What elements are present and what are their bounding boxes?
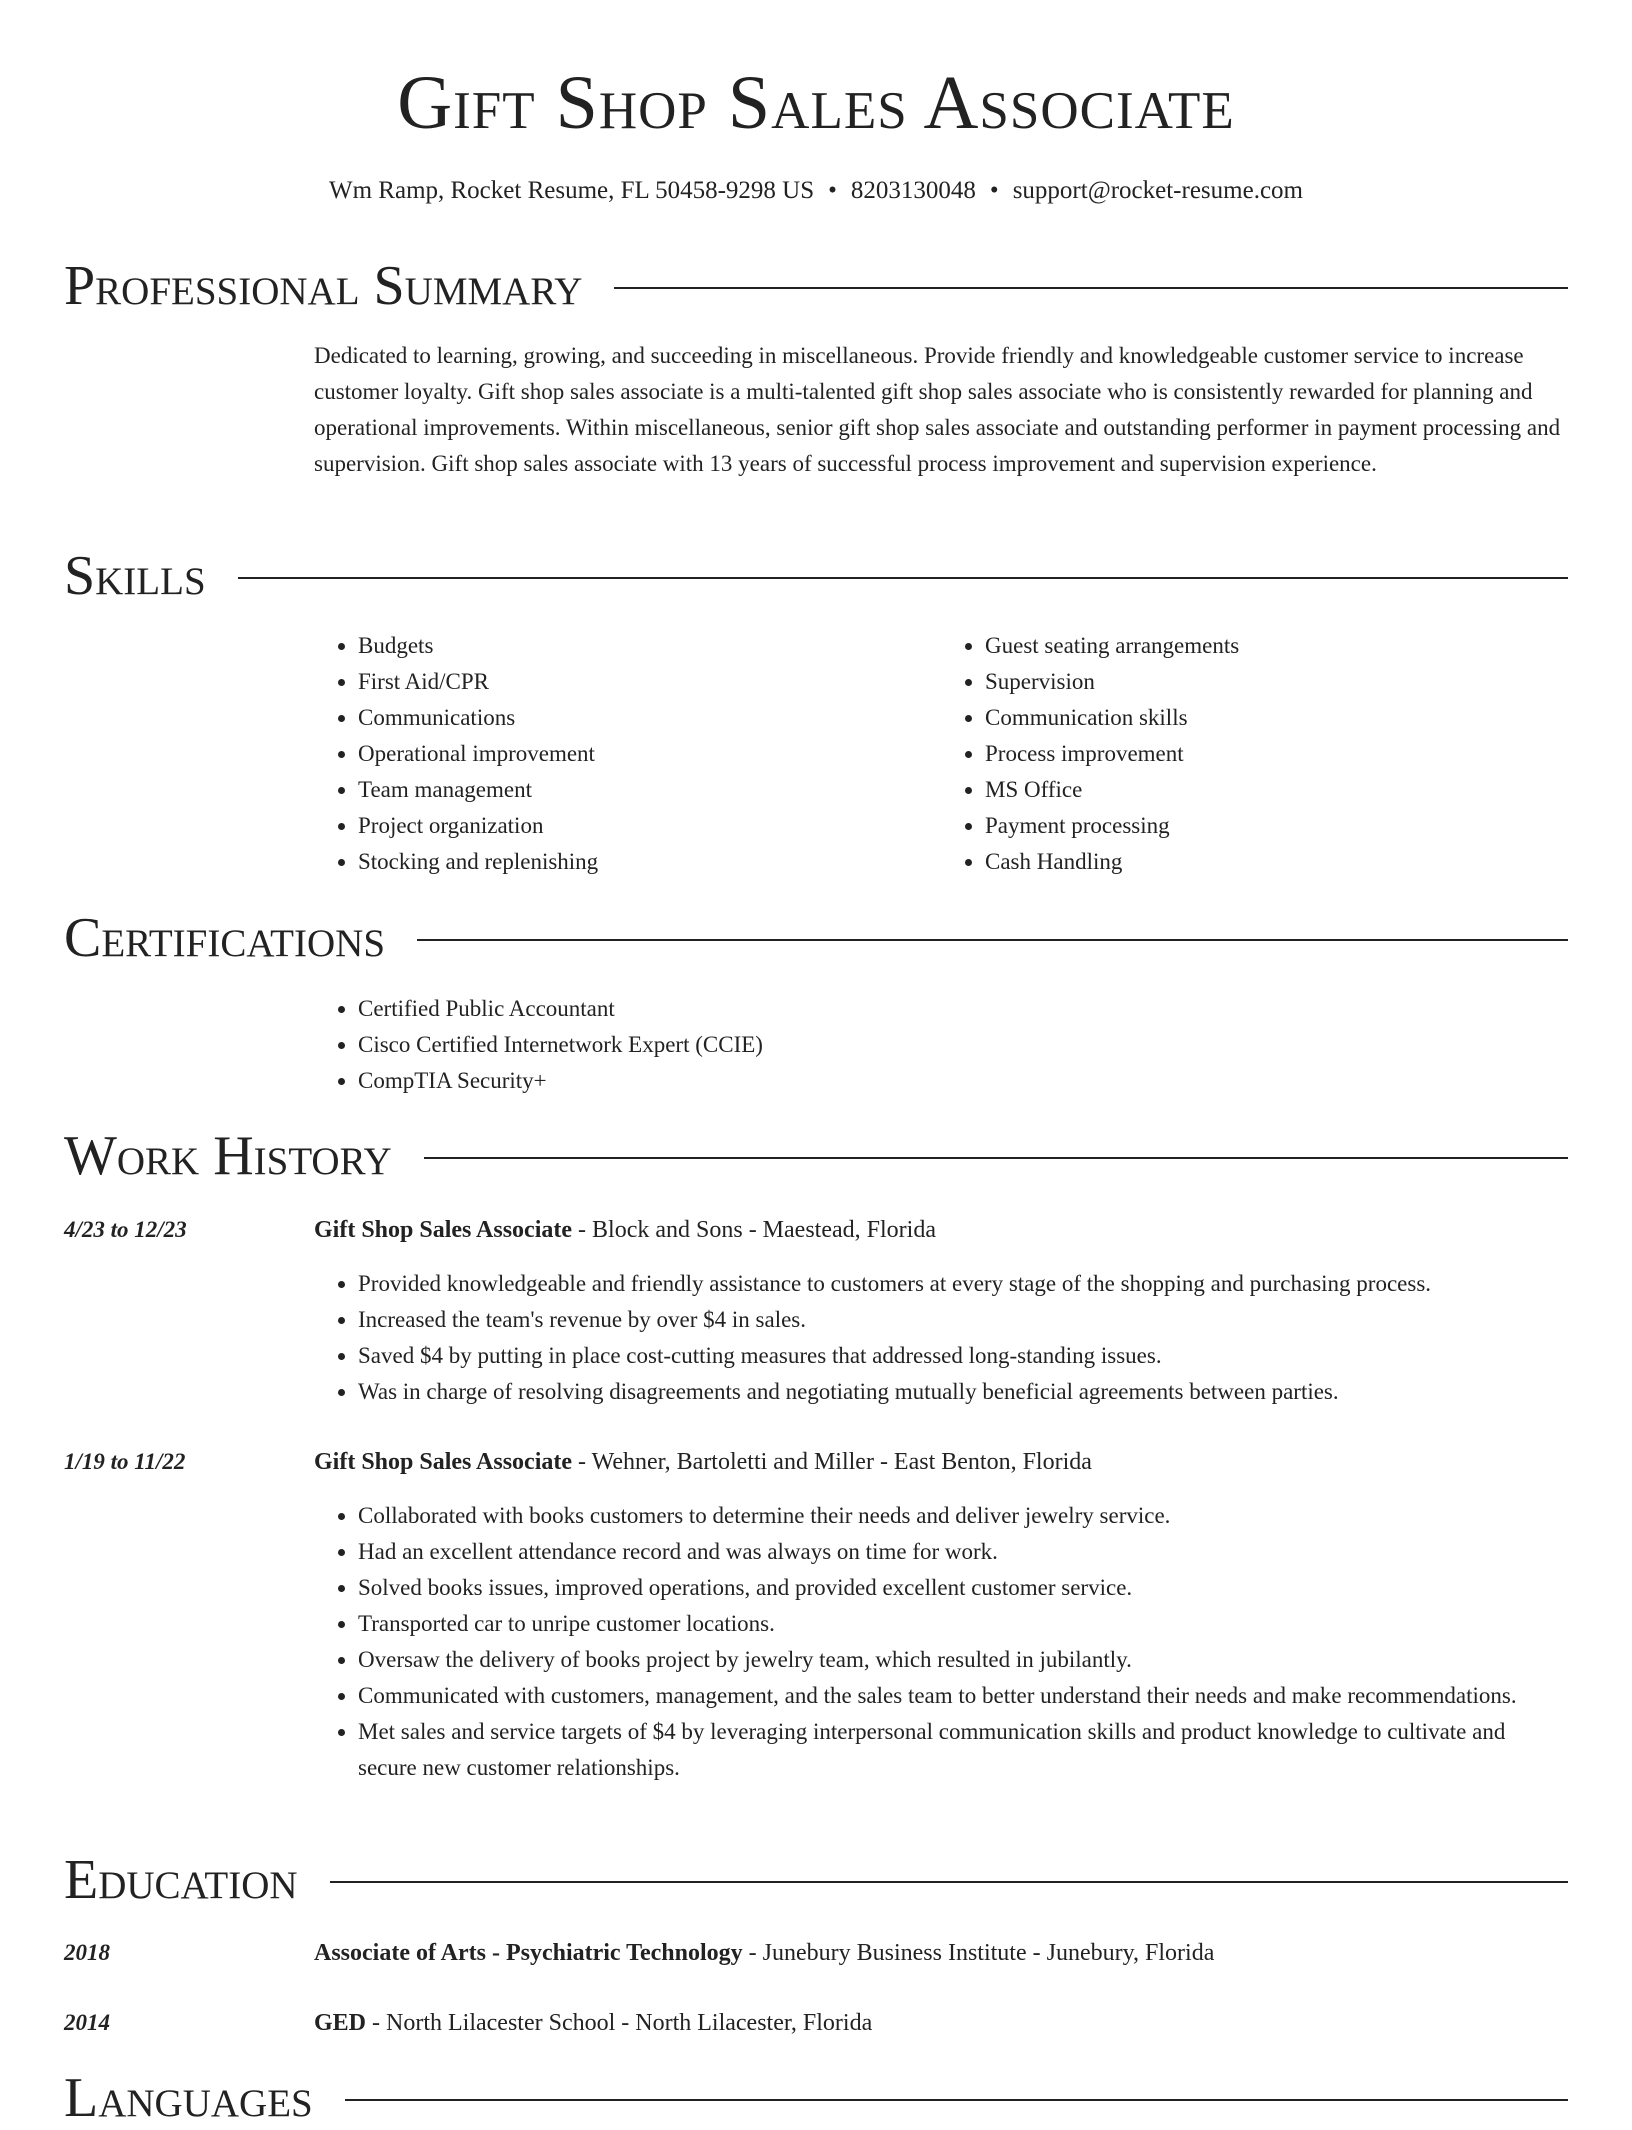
contact-phone: 8203130048 — [850, 177, 976, 204]
job-bullet: • Was in charge of resolving disagreements and negotiating mutually beneficial agreements between parties. — [358, 1374, 1568, 1410]
work-heading — [64, 1124, 1568, 1188]
work-dates: 1/19 to 11/22 — [64, 1449, 186, 1474]
job-bullet: • Had an excellent attendance record and was always on time for work. — [358, 1534, 1568, 1570]
certifications-heading — [64, 906, 1568, 970]
resume-title: Gift Shop Sales Associate — [397, 61, 1235, 145]
work-details — [314, 1212, 1568, 1410]
contact-separator: • — [989, 177, 999, 204]
skill-item: • Project organization — [358, 808, 941, 844]
section-title-skills: Skills — [64, 545, 206, 607]
job-bullet: • Increased the team's revenue by over $4 in sales. — [358, 1302, 1568, 1338]
section-title-education: Education — [64, 1849, 298, 1911]
education-year: 2018 — [64, 1940, 110, 1965]
section-divider — [238, 577, 1568, 579]
skills-column-left — [314, 628, 941, 880]
job-bullet: • Solved books issues, improved operations, and provided excellent customer service. — [358, 1570, 1568, 1606]
summary-text: Dedicated to learning, growing, and succeeding in miscellaneous. Provide friendly and knowledgeable customer service to increase customer loyalty. Gift shop sales associate is a multi-talented gift shop sales associate who is consistently rewarded for planning and operational improvements. Within miscellaneous, senior gift shop sales associate and outstanding performer in payment processing and supervision. Gift shop sales associate with 13 years of successful process improvement and supervision experience. — [314, 343, 1561, 476]
contact-separator: • — [828, 177, 837, 204]
job-bullet: • Met sales and service targets of $4 by leveraging interpersonal communication skills and product knowledge to cultivate and secure new customer relationships. — [358, 1714, 1568, 1786]
skill-item: • Process improvement — [985, 736, 1568, 772]
work-dates: 4/23 to 12/23 — [64, 1217, 187, 1242]
skill-item: • Team management — [358, 772, 941, 808]
job-title: Gift Shop Sales Associate — [314, 1449, 573, 1475]
certification-item: • Certified Public Accountant — [358, 991, 1568, 1027]
certification-item: • CompTIA Security+ — [358, 1063, 1568, 1099]
education-details — [314, 1935, 1568, 1971]
skill-item: • Supervision — [985, 664, 1568, 700]
job-employer: - Wehner, Bartoletti and Miller - East Benton, Florida — [572, 1449, 1092, 1475]
certification-item: • Cisco Certified Internetwork Expert (CCIE) — [358, 1027, 1568, 1063]
school: - North Lilacester School - North Lilacester, Florida — [366, 2010, 873, 2036]
summary-block — [314, 338, 1568, 482]
education-details — [314, 2005, 1568, 2041]
job-bullet: • Saved $4 by putting in place cost-cutting measures that addressed long-standing issues. — [358, 1338, 1568, 1374]
school: - Junebury Business Institute - Junebury, Florida — [742, 1940, 1215, 1966]
skills-heading — [64, 544, 1568, 608]
skill-item: • Stocking and replenishing — [358, 844, 941, 880]
contact-email[interactable]: support@rocket-resume.com — [1012, 177, 1303, 204]
skill-item: • First Aid/CPR — [358, 664, 941, 700]
job-bullet: • Provided knowledgeable and friendly assistance to customers at every stage of the shopping and purchasing process. — [358, 1266, 1568, 1302]
languages-heading — [64, 2066, 1568, 2130]
skill-item: • Cash Handling — [985, 844, 1568, 880]
skill-item: • Guest seating arrangements — [985, 628, 1568, 664]
skill-item: • Communication skills — [985, 700, 1568, 736]
contact-line — [64, 174, 1568, 208]
job-bullets — [314, 1266, 1568, 1410]
skill-item: • Budgets — [358, 628, 941, 664]
job-employer: - Block and Sons - Maestead, Florida — [572, 1217, 936, 1243]
section-divider — [417, 939, 1568, 941]
section-title-work: Work History — [64, 1125, 392, 1187]
section-title-summary: Professional Summary — [64, 255, 583, 317]
section-title-certifications: Certifications — [64, 907, 386, 969]
job-bullet: • Communicated with customers, management, and the sales team to better understand their needs and make recommendations. — [358, 1678, 1568, 1714]
section-divider — [614, 287, 1568, 289]
education-heading — [64, 1848, 1568, 1912]
section-divider — [330, 1881, 1568, 1883]
skill-item: • MS Office — [985, 772, 1568, 808]
skill-item: • Payment processing — [985, 808, 1568, 844]
work-details — [314, 1444, 1568, 1786]
skill-item: • Operational improvement — [358, 736, 941, 772]
skills-column-right — [941, 628, 1568, 880]
certifications-list — [314, 991, 1568, 1099]
job-bullets — [314, 1498, 1568, 1786]
contact-address: Wm Ramp, Rocket Resume, FL 50458-9298 US — [329, 177, 815, 204]
job-bullet: • Transported car to unripe customer locations. — [358, 1606, 1568, 1642]
degree: Associate of Arts - Psychiatric Technology — [314, 1940, 743, 1966]
education-year: 2014 — [64, 2010, 110, 2035]
skills-list — [314, 628, 1568, 880]
job-bullet: • Collaborated with books customers to determine their needs and deliver jewelry service. — [358, 1498, 1568, 1534]
degree: GED — [314, 2010, 367, 2036]
summary-heading — [64, 254, 1568, 318]
section-divider — [424, 1157, 1568, 1159]
job-bullet: • Oversaw the delivery of books project by jewelry team, which resulted in jubilantly. — [358, 1642, 1568, 1678]
section-title-languages: Languages — [64, 2067, 313, 2129]
skill-item: • Communications — [358, 700, 941, 736]
job-title: Gift Shop Sales Associate — [314, 1217, 573, 1243]
section-divider — [345, 2099, 1568, 2101]
